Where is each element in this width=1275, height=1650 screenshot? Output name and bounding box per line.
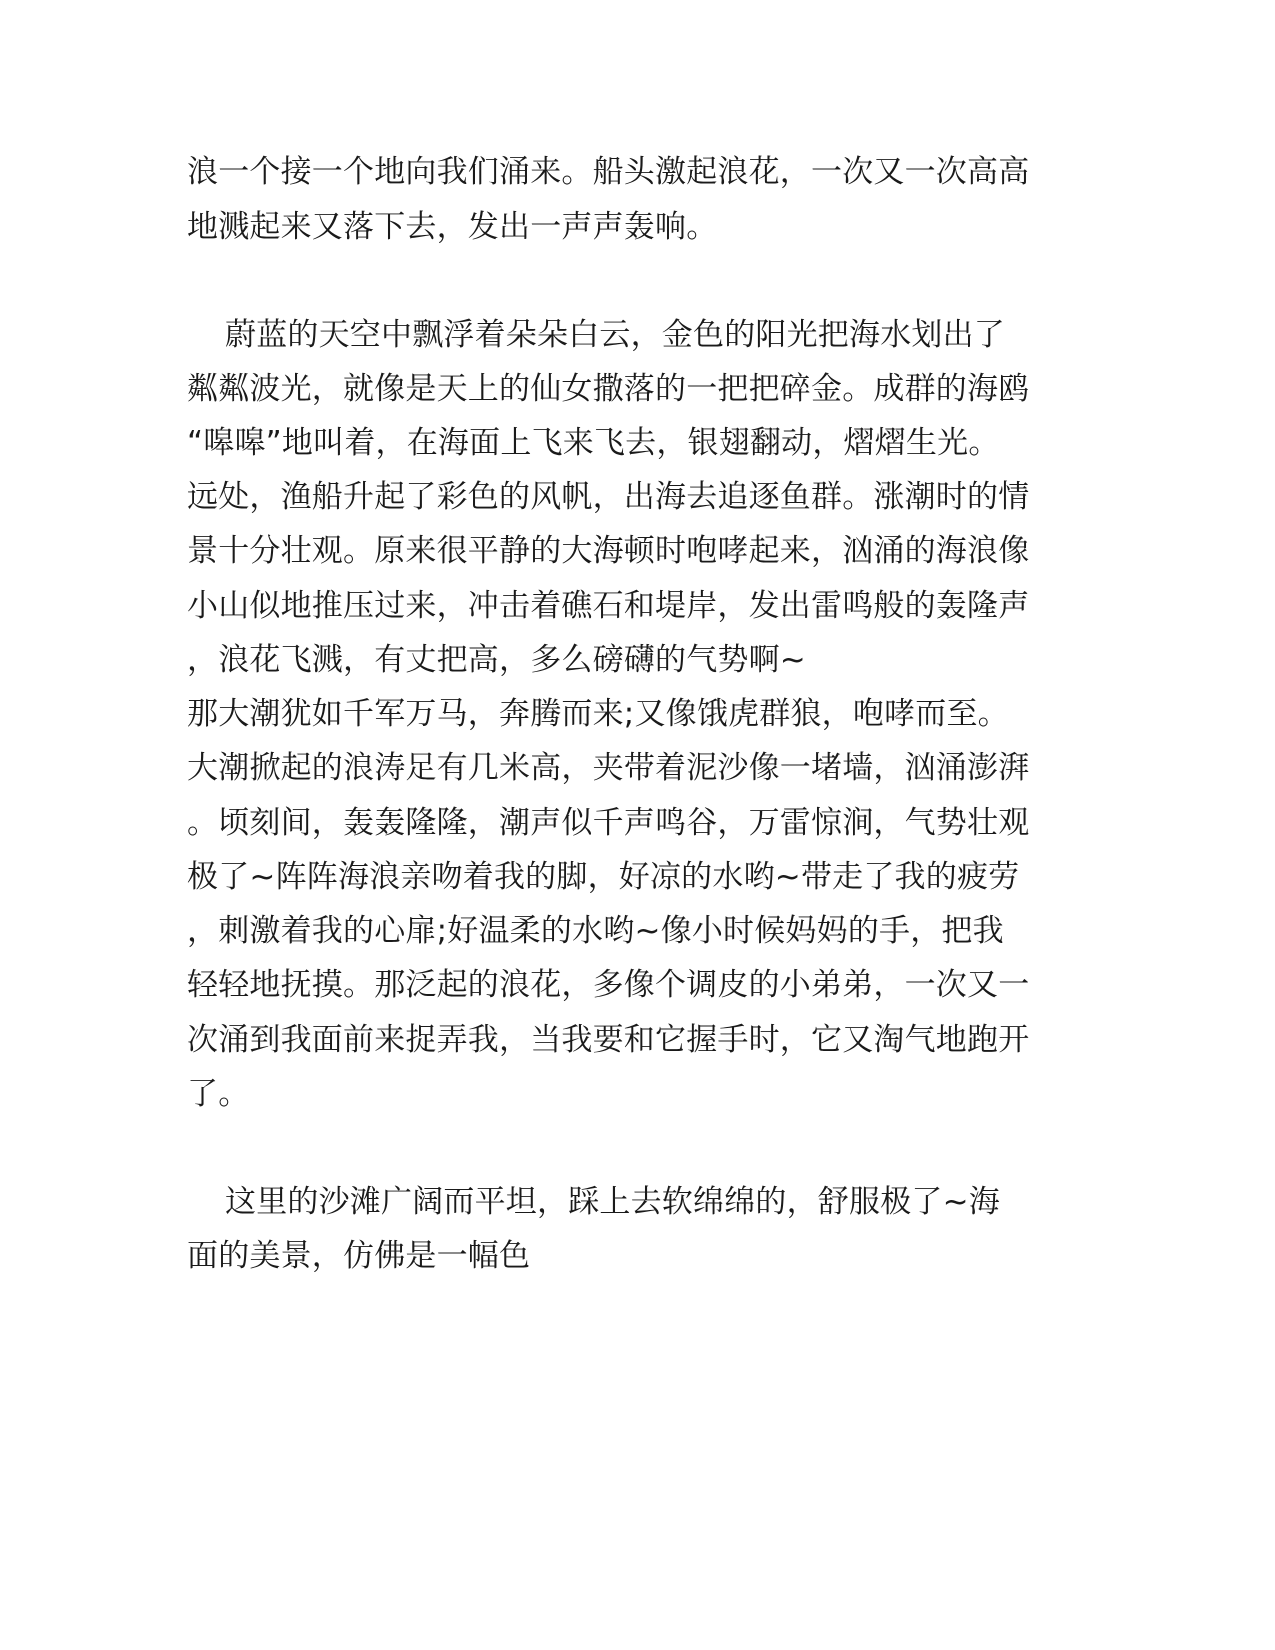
text-line: 次涌到我面前来捉弄我，当我要和它握手时，它又淘气地跑开: [187, 1022, 1030, 1058]
text-line: 地溅起来又落下去，发出一声声轰响。: [187, 209, 718, 245]
text-line: 景十分壮观。原来很平静的大海顿时咆哮起来，汹涌的海浪像: [187, 533, 1030, 569]
text-line: 那大潮犹如千军万马，奔腾而来;又像饿虎群狼，咆哮而至。: [187, 696, 1009, 732]
text-line: “嗥嗥”地叫着，在海面上飞来飞去，银翅翻动，熠熠生光。: [187, 425, 1000, 461]
text-line: 大潮掀起的浪涛足有几米高，夹带着泥沙像一堵墙，汹涌澎湃: [187, 750, 1030, 786]
text-line: 小山似地推压过来，冲击着礁石和堤岸，发出雷鸣般的轰隆声: [187, 588, 1030, 624]
text-line: 了。: [187, 1076, 250, 1112]
text-line: 。顷刻间，轰轰隆隆，潮声似千声鸣谷，万雷惊涧，气势壮观: [187, 805, 1030, 841]
text-line: ，浪花飞溅，有丈把高，多么磅礴的气势啊~: [187, 642, 806, 678]
text-line: 蔚蓝的天空中飘浮着朵朵白云，金色的阳光把海水划出了: [225, 317, 1005, 353]
text-line: 面的美景，仿佛是一幅色: [187, 1238, 531, 1274]
text-line: 浪一个接一个地向我们涌来。船头激起浪花，一次又一次高高: [187, 154, 1030, 190]
text-line: 极了~阵阵海浪亲吻着我的脚，好凉的水哟~带走了我的疲劳: [187, 859, 1020, 895]
text-line: 远处，渔船升起了彩色的风帆，出海去追逐鱼群。涨潮时的情: [187, 479, 1030, 515]
text-line: 轻轻地抚摸。那泛起的浪花，多像个调皮的小弟弟，一次又一: [187, 967, 1030, 1003]
text-line: 这里的沙滩广阔而平坦，踩上去软绵绵的，舒服极了~海: [225, 1184, 1000, 1220]
text-line: ，刺激着我的心扉;好温柔的水哟~像小时候妈妈的手，把我: [187, 913, 1004, 949]
text-line: 粼粼波光，就像是天上的仙女撒落的一把把碎金。成群的海鸥: [187, 371, 1030, 407]
